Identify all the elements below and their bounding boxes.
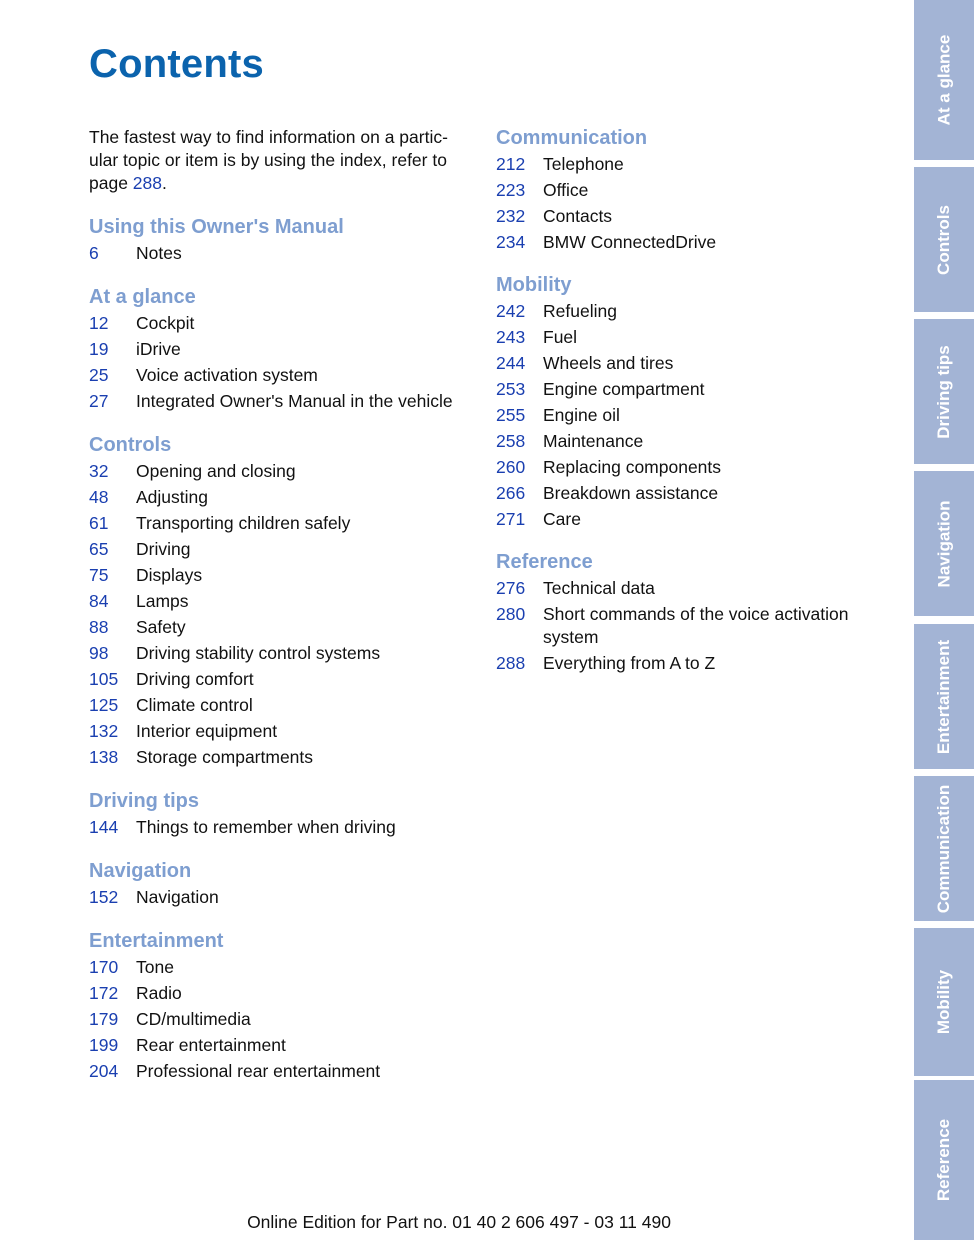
toc-page-number[interactable]: 260: [496, 457, 526, 477]
tab-label: Driving tips: [934, 344, 954, 439]
toc-page-number[interactable]: 271: [496, 509, 526, 529]
toc-page-number[interactable]: 48: [89, 487, 109, 507]
toc-entry[interactable]: [89, 982, 474, 1005]
intro-line-1: The fastest way to find information on a partic-: [89, 127, 448, 147]
toc-entry[interactable]: [89, 564, 474, 587]
toc-entry[interactable]: [89, 1008, 474, 1031]
toc-entry-label[interactable]: Telephone: [543, 154, 624, 174]
toc-entry[interactable]: [89, 1034, 474, 1057]
tab-label: Navigation: [934, 500, 953, 587]
toc-entry[interactable]: [89, 694, 474, 717]
toc-entry-label[interactable]: Breakdown assistance: [543, 483, 719, 503]
tab-label: Mobility: [934, 969, 953, 1035]
toc-page-number[interactable]: 88: [89, 617, 109, 637]
tab-mobility[interactable]: [914, 928, 974, 1076]
toc-page-number[interactable]: 144: [89, 817, 119, 837]
toc-page-number[interactable]: 258: [496, 431, 526, 451]
section-heading[interactable]: Entertainment: [89, 930, 224, 952]
toc-entry-label[interactable]: Wheels and tires: [543, 353, 674, 373]
toc-entry-label[interactable]: Safety: [136, 617, 186, 637]
toc-entry[interactable]: [89, 746, 474, 769]
toc-entry-label[interactable]: Engine oil: [543, 405, 620, 425]
toc-entry[interactable]: [496, 179, 876, 202]
toc-entry-label[interactable]: iDrive: [136, 339, 181, 359]
toc-entry-label[interactable]: CD/multimedia: [136, 1009, 251, 1029]
toc-entry-label[interactable]: Maintenance: [543, 431, 644, 451]
tab-at-a-glance[interactable]: [914, 0, 974, 160]
toc-entry[interactable]: [496, 205, 876, 228]
toc-page-number[interactable]: 288: [496, 653, 526, 673]
toc-entry[interactable]: [89, 390, 474, 413]
toc-entry-label[interactable]: Office: [543, 180, 589, 200]
intro-line-2: ular topic or item is by using the index, refer to: [89, 150, 447, 170]
toc-page-number[interactable]: 65: [89, 539, 109, 559]
toc-entry-label[interactable]: Climate control: [136, 695, 253, 715]
toc-entry[interactable]: [89, 242, 474, 265]
toc-entry[interactable]: [496, 352, 876, 375]
section-heading[interactable]: Controls: [89, 434, 172, 456]
toc-page-number[interactable]: 25: [89, 365, 109, 385]
toc-entry[interactable]: [89, 1060, 474, 1083]
toc-page-number[interactable]: 125: [89, 695, 119, 715]
tab-reference[interactable]: [914, 1080, 974, 1240]
toc-page-number[interactable]: 32: [89, 461, 109, 481]
toc-entry-label[interactable]: Notes: [136, 243, 182, 263]
toc-page-number[interactable]: 132: [89, 721, 119, 741]
toc-entry-label[interactable]: Contacts: [543, 206, 613, 226]
toc-page-number[interactable]: 12: [89, 313, 109, 333]
toc-entry[interactable]: [89, 538, 474, 561]
toc-entry[interactable]: [89, 460, 474, 483]
toc-entry[interactable]: [496, 300, 876, 323]
toc-entry[interactable]: [89, 486, 474, 509]
tab-entertainment[interactable]: [914, 624, 974, 769]
section-heading[interactable]: Driving tips: [89, 790, 200, 812]
footer-part-number: Online Edition for Part no. 01 40 2 606 497 - 03 11 490: [247, 1212, 671, 1232]
section-heading[interactable]: Using this Owner's Manual: [89, 216, 344, 238]
toc-entry-label[interactable]: Lamps: [136, 591, 189, 611]
toc-entry[interactable]: [89, 512, 474, 535]
toc-page-number[interactable]: 212: [496, 154, 526, 174]
toc-page-number[interactable]: 84: [89, 591, 109, 611]
toc-entry[interactable]: [89, 312, 474, 335]
toc-entry[interactable]: [89, 590, 474, 613]
toc-page-number[interactable]: 276: [496, 578, 526, 598]
toc-entry-label[interactable]: Driving stability control systems: [136, 643, 381, 663]
toc-entry-label[interactable]: Everything from A to Z: [543, 653, 716, 673]
section-heading[interactable]: At a glance: [89, 286, 196, 308]
section-controls: [89, 433, 474, 769]
toc-entry-label[interactable]: Voice activation system: [136, 365, 318, 385]
toc-entry-label[interactable]: Tone: [136, 957, 174, 977]
section-heading[interactable]: Reference: [496, 551, 593, 573]
tab-communication[interactable]: [914, 776, 974, 921]
toc-entry[interactable]: [89, 642, 474, 665]
toc-entry[interactable]: [496, 231, 876, 254]
section-mobility: [496, 273, 876, 531]
contents-left-column: [89, 126, 474, 1103]
page-title: Contents: [89, 42, 264, 86]
contents-right-column: [496, 126, 876, 694]
toc-entry-label[interactable]: Radio: [136, 983, 182, 1003]
toc-entry-label[interactable]: Engine compartment: [543, 379, 705, 399]
toc-entry-label[interactable]: Fuel: [543, 327, 578, 347]
tab-driving-tips[interactable]: [914, 319, 974, 464]
toc-entry[interactable]: [89, 886, 474, 909]
toc-page-number[interactable]: 172: [89, 983, 119, 1003]
toc-page-number[interactable]: 242: [496, 301, 526, 321]
tab-label: Reference: [934, 1118, 953, 1202]
toc-page-number[interactable]: 27: [89, 391, 109, 411]
toc-page-number[interactable]: 243: [496, 327, 526, 347]
toc-entry[interactable]: [89, 338, 474, 361]
toc-page-number[interactable]: 280: [496, 604, 526, 624]
toc-entry[interactable]: [496, 404, 876, 427]
tab-navigation[interactable]: [914, 471, 974, 616]
toc-entry-label[interactable]: Navigation: [136, 887, 219, 907]
toc-page-number[interactable]: 105: [89, 669, 119, 689]
index-page-link[interactable]: 288: [132, 173, 162, 193]
section-at-a-glance: [89, 285, 474, 413]
toc-entry-label[interactable]: Displays: [136, 565, 203, 585]
toc-entry-label[interactable]: Things to remember when driving: [136, 817, 396, 837]
toc-entry-label[interactable]: Care: [543, 509, 581, 529]
section-heading[interactable]: Mobility: [496, 274, 572, 296]
toc-entry[interactable]: [496, 378, 876, 401]
toc-page-number[interactable]: 75: [89, 565, 109, 585]
section-heading[interactable]: Communication: [496, 127, 648, 149]
toc-entry[interactable]: [89, 616, 474, 639]
toc-page-number[interactable]: 244: [496, 353, 526, 373]
toc-page-number[interactable]: 6: [89, 243, 99, 263]
tab-controls[interactable]: [914, 167, 974, 312]
tab-label: At a glance: [934, 34, 954, 126]
section-communication: [496, 126, 876, 254]
toc-page-number[interactable]: 204: [89, 1061, 119, 1081]
toc-page-number[interactable]: 234: [496, 232, 526, 252]
toc-entry[interactable]: [496, 508, 876, 531]
toc-entry[interactable]: [496, 603, 876, 649]
toc-entry[interactable]: [496, 577, 876, 600]
section-reference: [496, 550, 876, 675]
toc-page-number[interactable]: 179: [89, 1009, 119, 1029]
toc-entry-label[interactable]: Driving comfort: [136, 669, 254, 689]
toc-entry-label[interactable]: Integrated Owner's Manual in the vehicle: [136, 391, 453, 411]
toc-page-number[interactable]: 61: [89, 513, 109, 533]
toc-page-number[interactable]: 170: [89, 957, 119, 977]
toc-page-number[interactable]: 253: [496, 379, 526, 399]
intro-line-3-prefix: page: [89, 173, 133, 193]
intro-suffix: .: [162, 173, 167, 193]
toc-entry[interactable]: [89, 364, 474, 387]
toc-entry[interactable]: [89, 720, 474, 743]
toc-entry-label[interactable]: Transporting children safely: [136, 513, 351, 533]
intro-paragraph: [89, 126, 474, 195]
toc-entry[interactable]: [89, 668, 474, 691]
toc-entry-label[interactable]: Cockpit: [136, 313, 195, 333]
toc-entry-label[interactable]: Rear entertainment: [136, 1035, 286, 1055]
left-sections: [89, 215, 474, 1083]
chapter-tabs: [914, 0, 974, 1240]
toc-page-number[interactable]: 199: [89, 1035, 119, 1055]
toc-entry-label[interactable]: BMW ConnectedDrive: [543, 232, 717, 252]
toc-entry[interactable]: [496, 326, 876, 349]
toc-entry-label[interactable]: Technical data: [543, 578, 655, 598]
toc-entry[interactable]: [496, 430, 876, 453]
toc-entry-label[interactable]: Replacing components: [543, 457, 722, 477]
toc-entry[interactable]: [496, 456, 876, 479]
toc-page-number[interactable]: 232: [496, 206, 526, 226]
toc-entry[interactable]: [89, 956, 474, 979]
tab-label: Entertainment: [934, 639, 954, 754]
toc-page-number[interactable]: 138: [89, 747, 119, 767]
toc-entry-label[interactable]: Storage compartments: [136, 747, 314, 767]
section-heading[interactable]: Navigation: [89, 860, 192, 882]
toc-entry[interactable]: [496, 652, 876, 675]
toc-page-number[interactable]: 19: [89, 339, 109, 359]
toc-page-number[interactable]: 266: [496, 483, 526, 503]
section-using-this-owner-s-manual: [89, 215, 474, 265]
tab-label: Controls: [934, 204, 954, 275]
right-sections: [496, 126, 876, 675]
toc-entry-label[interactable]: Driving: [136, 539, 191, 559]
section-driving-tips: [89, 789, 474, 839]
toc-entry-label[interactable]: Adjusting: [136, 487, 208, 507]
section-entertainment: [89, 929, 474, 1083]
toc-page-number[interactable]: 255: [496, 405, 526, 425]
toc-entry-label[interactable]: Refueling: [543, 301, 617, 321]
toc-entry-label[interactable]: Opening and closing: [136, 461, 296, 481]
toc-page-number[interactable]: 223: [496, 180, 526, 200]
toc-entry-label[interactable]: Short commands of the voice activation system: [543, 604, 849, 647]
toc-entry-label[interactable]: Professional rear entertainment: [136, 1061, 381, 1081]
section-navigation: [89, 859, 474, 909]
toc-page-number[interactable]: 98: [89, 643, 109, 663]
toc-entry-label[interactable]: Interior equipment: [136, 721, 278, 741]
toc-entry[interactable]: [89, 816, 474, 839]
toc-entry[interactable]: [496, 153, 876, 176]
toc-page-number[interactable]: 152: [89, 887, 119, 907]
tab-label: Communication: [934, 784, 954, 913]
toc-entry[interactable]: [496, 482, 876, 505]
